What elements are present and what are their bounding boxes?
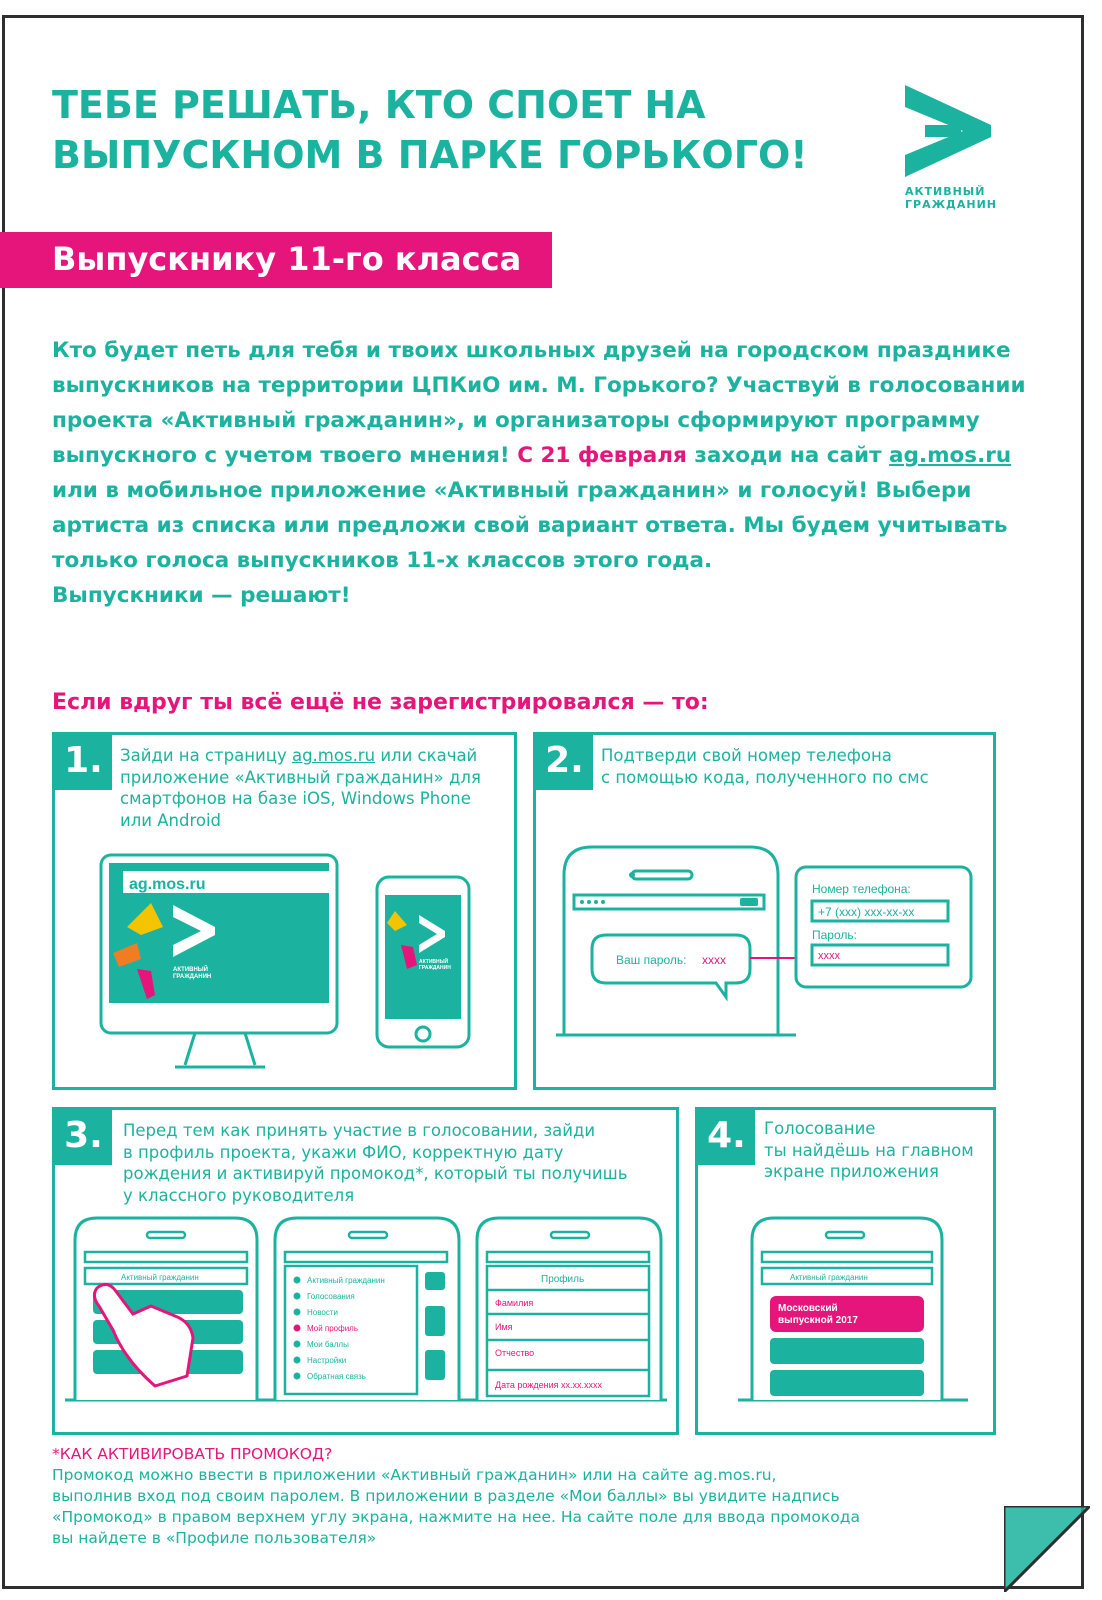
banner-text: Выпускнику 11-го класса <box>52 240 522 278</box>
step-1-text-b: или скачай приложение «Активный гражданин» для смартфонов на базе iOS, Windows Phone или Android <box>120 746 481 830</box>
profile-field-3: Дата рождения хх.хх.хххх <box>495 1380 602 1390</box>
profile-field-2: Отчество <box>495 1348 535 1358</box>
phone-value: +7 (ххх) ххх-хх-хх <box>818 905 915 919</box>
password-label: Пароль: <box>812 928 857 942</box>
step-2-text <box>601 745 986 788</box>
step-4-number: 4. <box>698 1110 755 1165</box>
sms-code: хххх <box>702 953 726 967</box>
phone-profile-icon <box>477 1218 661 1400</box>
register-heading: Если вдруг ты всё ещё не зарегистрировался — то: <box>52 690 709 715</box>
phone-label: Номер телефона: <box>812 882 911 896</box>
step-4-box <box>695 1107 996 1435</box>
monitor-logo-text1: АКТИВНЫЙ <box>173 967 208 973</box>
step-3-box <box>52 1107 679 1435</box>
intro-site-link[interactable]: ag.mos.ru <box>889 443 1012 468</box>
step-1-illustration <box>55 835 515 1085</box>
footnote-line4: вы найдете в «Профиле пользователя» <box>52 1529 377 1547</box>
step-3-number: 3. <box>55 1110 112 1165</box>
footnote-line2: выполнив вход под своим паролем. В приложении в разделе «Мои баллы» вы увидите надпись <box>52 1487 840 1505</box>
profile-field-1: Имя <box>495 1322 513 1332</box>
menu-item-4: Мои баллы <box>307 1340 349 1349</box>
footnote-heading: *КАК АКТИВИРОВАТЬ ПРОМОКОД? <box>52 1445 333 1463</box>
step-2-number: 2. <box>536 735 593 790</box>
step-4-line2: ты найдёшь на главном <box>764 1140 974 1160</box>
card-line1: Московский <box>778 1303 838 1314</box>
page-curl-corner <box>1004 1506 1090 1592</box>
phone-logo-text1: АКТИВНЫЙ <box>419 959 449 965</box>
monitor-logo-text2: ГРАЖДАНИН <box>173 974 212 980</box>
title-line-2: ВЫПУСКНОМ В ПАРКЕ ГОРЬКОГО! <box>52 133 808 177</box>
step-4-text <box>764 1118 994 1183</box>
menu-item-2: Новости <box>307 1308 338 1317</box>
step-2-line2: с помощью кода, полученного по смс <box>601 767 929 787</box>
step-2-line1: Подтверди свой номер телефона <box>601 746 892 765</box>
footnote-line1: Промокод можно ввести в приложении «Активный гражданин» или на сайте ag.mos.ru, <box>52 1466 777 1484</box>
graduation-vote-card <box>770 1296 924 1332</box>
intro-paragraph <box>52 333 1032 613</box>
title-line-1: ТЕБЕ РЕШАТЬ, КТО СПОЕТ НА <box>52 83 706 127</box>
menu-item-1: Голосования <box>307 1292 355 1301</box>
menu-item-3: Мой профиль <box>307 1324 359 1333</box>
phone-logo-text2: ГРАЖДАНИН <box>419 965 451 971</box>
monitor-url-text: ag.mos.ru <box>129 876 206 893</box>
step-4-line1: Голосование <box>764 1119 876 1138</box>
step-4-illustration <box>698 1210 994 1432</box>
sms-label: Ваш пароль: <box>616 953 687 967</box>
active-citizen-logo <box>905 85 1000 211</box>
menu-item-6: Обратная связь <box>307 1372 366 1381</box>
logo-a-icon <box>905 85 995 177</box>
password-value: хххх <box>818 950 840 962</box>
step-3-line3: рождения и активируй промокод*, который ты получишь <box>123 1164 628 1183</box>
step-1-box <box>52 732 517 1090</box>
menu-item-0: Активный гражданин <box>307 1276 385 1285</box>
page-title <box>52 80 872 180</box>
profile-title: Профиль <box>541 1274 585 1285</box>
intro-closing: Выпускники — решают! <box>52 583 351 608</box>
logo-text-line2: ГРАЖДАНИН <box>905 198 997 211</box>
step-1-text <box>120 745 505 831</box>
phone-home-title: Активный гражданин <box>790 1273 868 1282</box>
footnote-line3: «Промокод» в правом верхнем углу экрана, нажмите на нее. На сайте поле для ввода промокода <box>52 1508 860 1526</box>
step-3-line1: Перед тем как принять участие в голосовании, зайди <box>123 1121 596 1140</box>
audience-banner <box>0 232 552 288</box>
card-line2: выпускной 2017 <box>778 1315 858 1326</box>
logo-text-line1: АКТИВНЫЙ <box>905 185 986 198</box>
step-2-illustration <box>536 835 994 1085</box>
step-4-line3: экране приложения <box>764 1162 939 1181</box>
step-1-number: 1. <box>55 735 112 790</box>
step-2-box <box>533 732 996 1090</box>
step-3-text <box>123 1120 678 1206</box>
step-3-illustration <box>55 1210 677 1432</box>
step-1-text-a: Зайди на страницу <box>120 746 287 765</box>
step-3-line2: в профиль проекта, укажи ФИО, корректную дату <box>123 1142 564 1162</box>
phone-a-title: Активный гражданин <box>121 1273 199 1282</box>
profile-field-0: Фамилия <box>495 1298 534 1308</box>
promo-footnote <box>52 1444 1052 1549</box>
intro-part3: или в мобильное приложение «Активный гражданин» и голосуй! Выбери артиста из списка или предложи свой вариант ответа. Мы будем учитывать только голоса выпускников 11-х классов этого года. <box>52 478 1008 573</box>
intro-date: С 21 февраля <box>517 443 687 468</box>
step-1-link[interactable]: ag.mos.ru <box>291 746 376 765</box>
intro-part2: заходи на сайт <box>694 443 882 468</box>
menu-item-5: Настройки <box>307 1356 347 1365</box>
step-3-line4: у классного руководителя <box>123 1185 355 1205</box>
intro-part1: Кто будет петь для тебя и твоих школьных друзей на городском празднике выпускников на территории ЦПКиО им. М. Горького? Участвуй в голосовании проекта «Активный гражданин», и организаторы сформируют программу выпускного с учетом твоего мнения! <box>52 338 1026 468</box>
